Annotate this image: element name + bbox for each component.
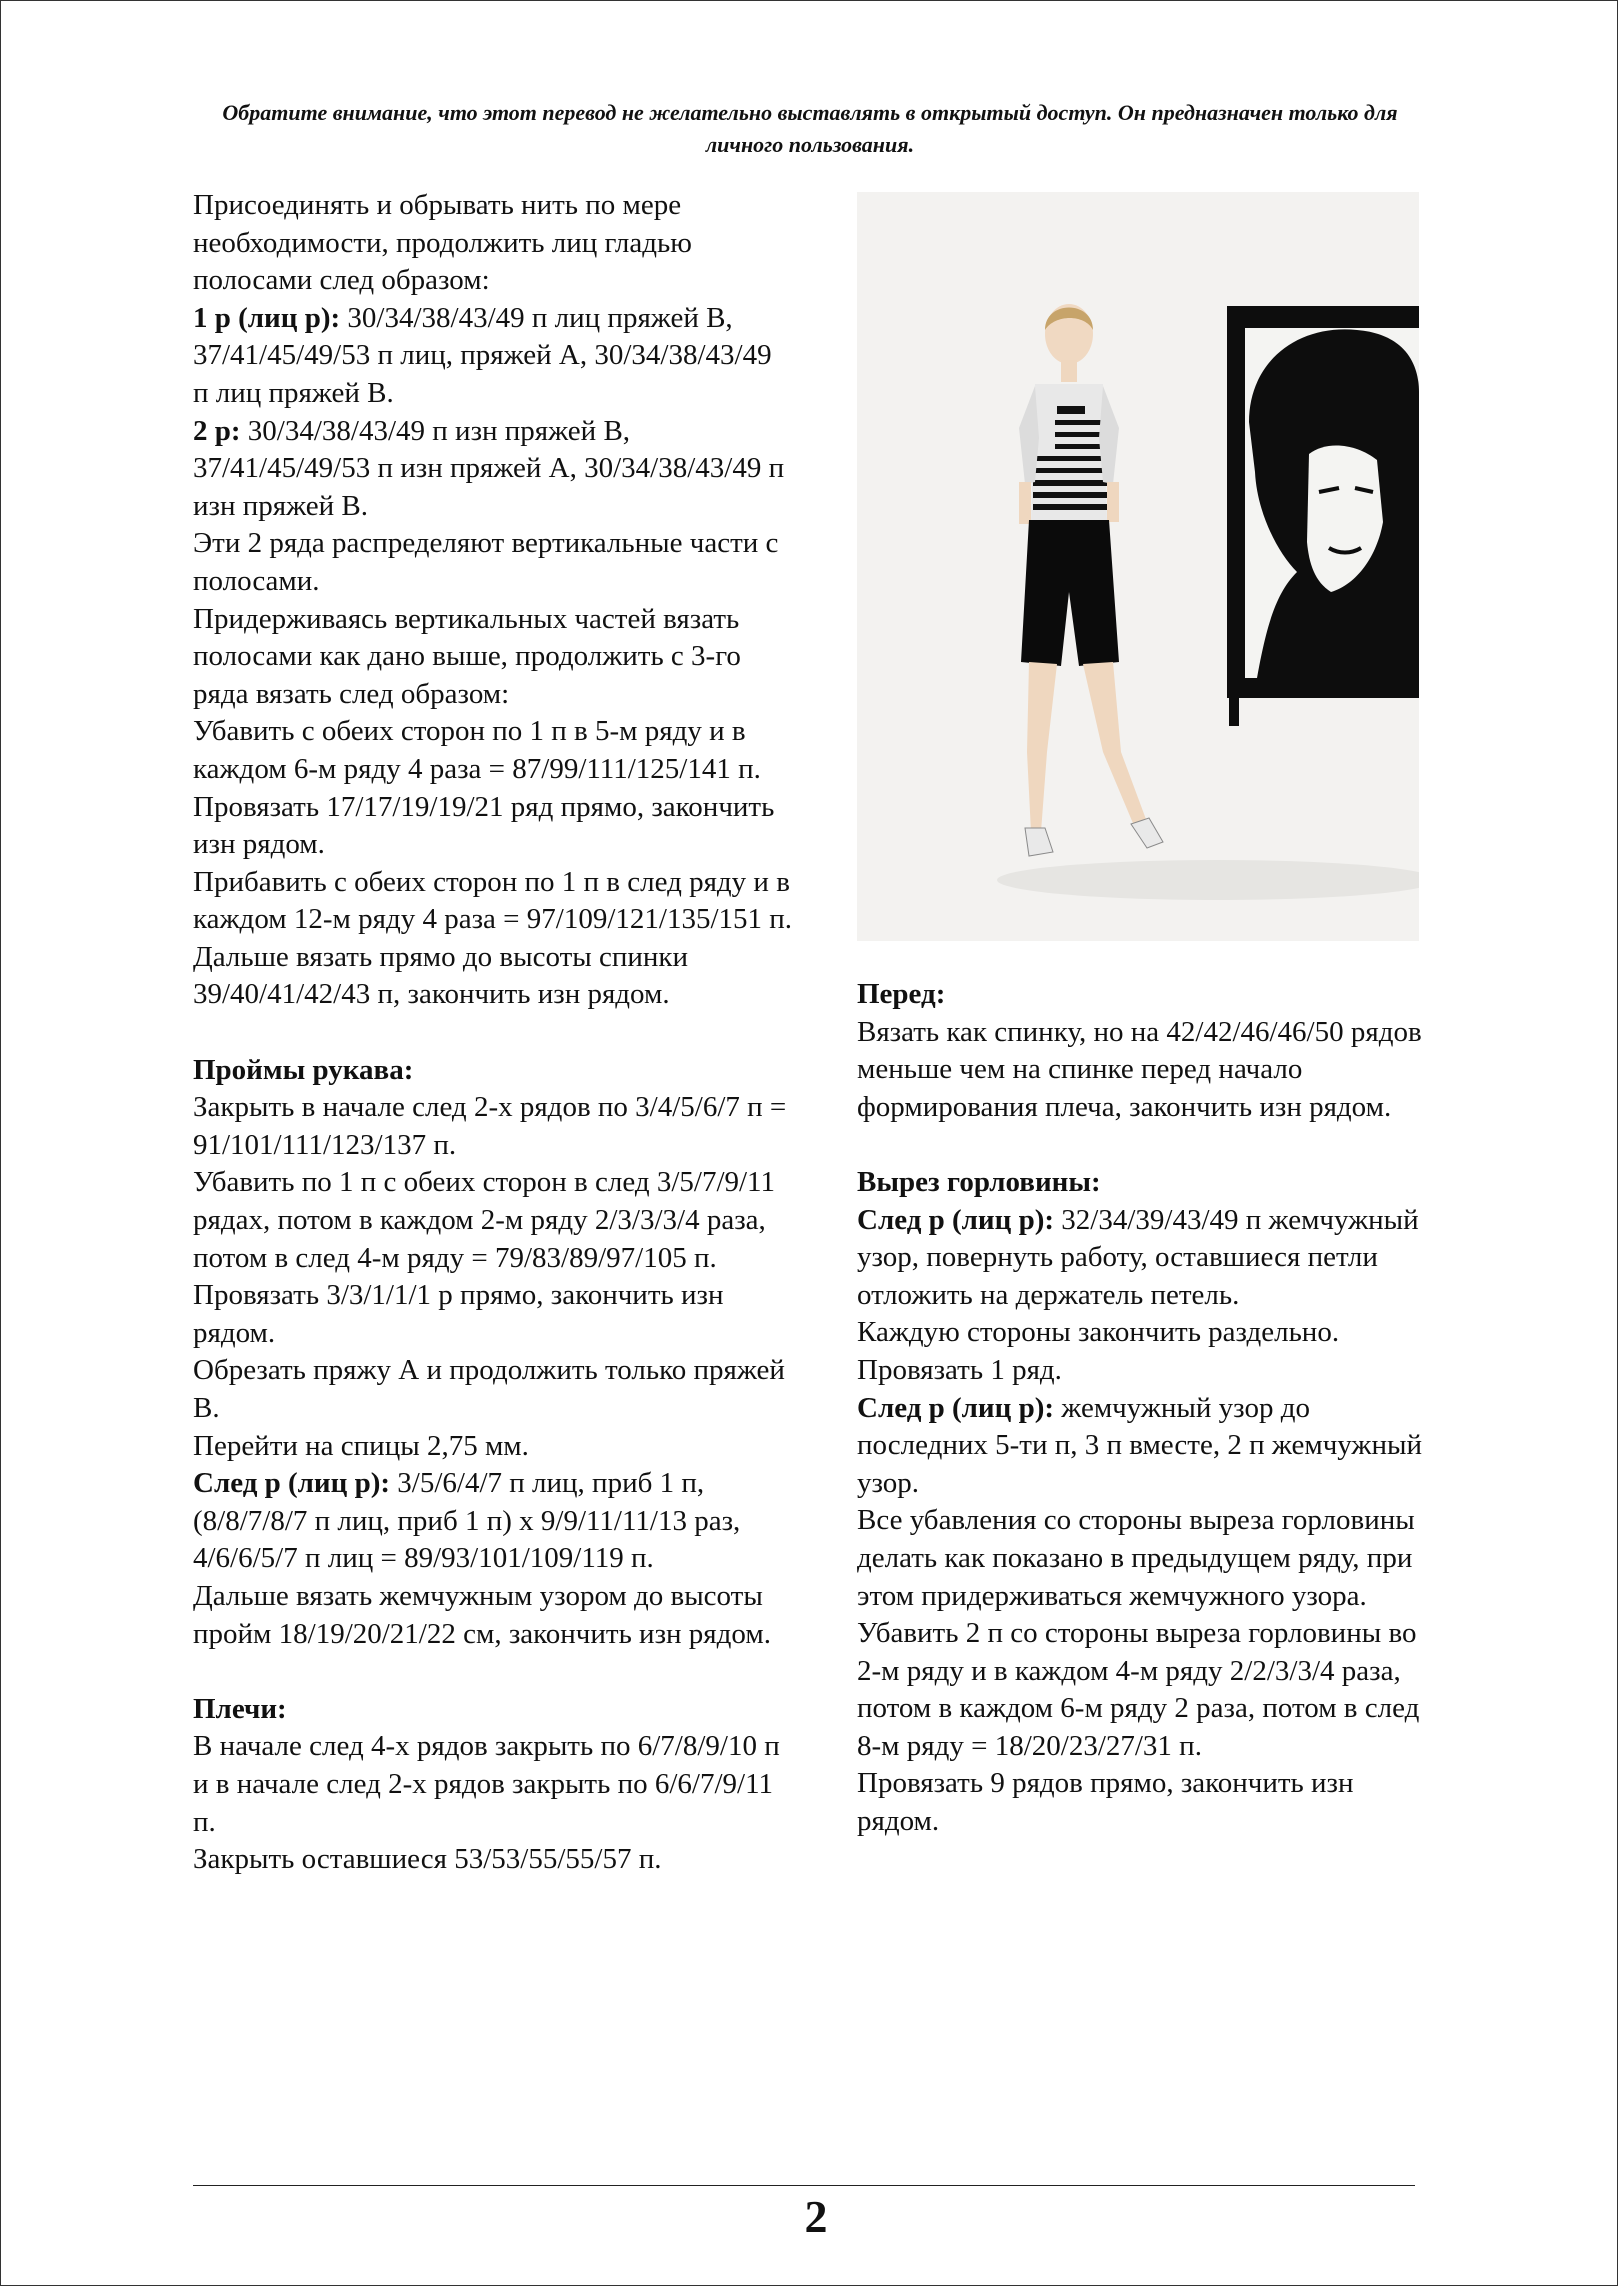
row-label: 2 р: <box>193 414 241 447</box>
section-heading-shoulders <box>193 1691 793 1729</box>
paragraph: Закрыть оставшиеся 53/53/55/55/57 п. <box>193 1843 662 1876</box>
heading-text: Вырез горловины: <box>857 1165 1101 1198</box>
row-text: 30/34/38/43/49 п изн пряжей В, 37/41/45/49/53 п изн пряжей А, 30/34/38/43/49 п изн пряжей В. <box>193 414 785 522</box>
heading-text: Плечи: <box>193 1692 287 1725</box>
footer-divider <box>193 2185 1415 2186</box>
paragraph: Провязать 1 ряд. <box>857 1353 1062 1386</box>
paragraph: Эти 2 ряда распределяют вертикальные части с полосами. <box>193 527 779 597</box>
row-text: 32/34/39/43/49 п жемчужный узор, повернуть работу, оставшиеся петли отложить на держатель петель. <box>857 1203 1419 1311</box>
paragraph: Убавить 2 п со стороны выреза горловины во 2-м ряду и в каждом 4-м ряду 2/2/3/3/4 раза, потом в каждом 6-м ряду 2 раза, потом в след 8-м ряду = 18/20/23/27/31 п. <box>857 1617 1420 1762</box>
paragraph <box>193 1465 793 1578</box>
row-label: След р (лиц р): <box>857 1203 1055 1236</box>
spacer <box>193 1014 793 1052</box>
spacer <box>193 1653 793 1691</box>
paragraph <box>857 1202 1437 1315</box>
heading-text: Проймы рукава: <box>193 1053 414 1086</box>
paragraph: Дальше вязать жемчужным узором до высоты пройм 18/19/20/21/22 см, закончить изн рядом. <box>193 1579 771 1650</box>
paragraph: Провязать 17/17/19/19/21 ряд прямо, закончить изн рядом. <box>193 790 775 861</box>
paragraph: Вязать как спинку, но на 42/42/46/46/50 рядов меньше чем на спинке перед начало формирования плеча, закончить изн рядом. <box>857 1015 1422 1123</box>
left-column <box>193 187 793 1879</box>
page-number: 2 <box>804 2191 828 2242</box>
paragraph: Придерживаясь вертикальных частей вязать полосами как дано выше, продолжить с 3-го ряда вязать след образом: <box>193 602 741 710</box>
paragraph: Убавить по 1 п с обеих сторон в след 3/5/7/9/11 рядах, потом в каждом 2-м ряду 2/3/3/3/4 раза, потом в след 4-м ряду = 79/83/89/97/105 п. <box>193 1166 775 1274</box>
paragraph: Закрыть в начале след 2-х рядов по 3/4/5/6/7 п = 91/101/111/123/137 п. <box>193 1091 787 1161</box>
model-photo <box>857 192 1419 941</box>
section-heading-front <box>857 976 1437 1014</box>
paragraph: Дальше вязать прямо до высоты спинки 39/40/41/42/43 п, закончить изн рядом. <box>193 940 689 1011</box>
paragraph: В начале след 4-х рядов закрыть по 6/7/8/9/10 п и в начале след 2-х рядов закрыть по 6/6/7/9/11 п. <box>193 1730 780 1838</box>
row-label: След р (лиц р): <box>857 1391 1055 1424</box>
heading-text: Перед: <box>857 978 946 1010</box>
paragraph <box>193 300 793 413</box>
section-heading-neckline <box>857 1164 1437 1202</box>
row-label: След р (лиц р): <box>193 1467 391 1500</box>
paragraph: Прибавить с обеих сторон по 1 п в след ряду и в каждом 12-м ряду 4 раза = 97/109/121/135/151 п. <box>193 865 793 936</box>
paragraph <box>193 413 793 526</box>
section-heading-armholes <box>193 1052 793 1090</box>
paragraph: Перейти на спицы 2,75 мм. <box>193 1429 529 1462</box>
paragraph: Убавить с обеих сторон по 1 п в 5-м ряду и в каждом 6-м ряду 4 раза = 87/99/111/125/141 п. <box>193 715 761 785</box>
paragraph: Обрезать пряжу А и продолжить только пряжей В. <box>193 1354 785 1424</box>
paragraph: Провязать 3/3/1/1/1 р прямо, закончить изн рядом. <box>193 1279 724 1349</box>
paragraph: Провязать 9 рядов прямо, закончить изн рядом. <box>857 1767 1354 1838</box>
spacer <box>857 1126 1437 1164</box>
row-text: 3/5/6/4/7 п лиц, приб 1 п, (8/8/7/8/7 п лиц, приб 1 п) х 9/9/11/11/13 раз, 4/6/6/5/7 п лиц = 89/93/101/109/119 п. <box>193 1467 741 1575</box>
row-label: 1 р (лиц р): <box>193 301 341 334</box>
right-column <box>857 976 1437 1841</box>
row-text: жемчужный узор до последних 5-ти п, 3 п вместе, 2 п жемчужный узор. <box>857 1391 1422 1499</box>
paragraph: Присоединять и обрывать нить по мере необходимости, продолжить лиц гладью полосами след образом: <box>193 189 692 297</box>
paragraph <box>857 1390 1437 1503</box>
privacy-notice: Обратите внимание, что этот перевод не желательно выставлять в открытый доступ. Он предназначен только для личного пользования. <box>222 100 1398 157</box>
row-text: 30/34/38/43/49 п лиц пряжей В, 37/41/45/49/53 п лиц, пряжей А, 30/34/38/43/49 п лиц пряжей В. <box>193 301 772 409</box>
paragraph: Каждую стороны закончить раздельно. <box>857 1316 1340 1349</box>
paragraph: Все убавления со стороны выреза горловины делать как показано в предыдущем ряду, при этом придерживаться жемчужного узора. <box>857 1504 1415 1612</box>
